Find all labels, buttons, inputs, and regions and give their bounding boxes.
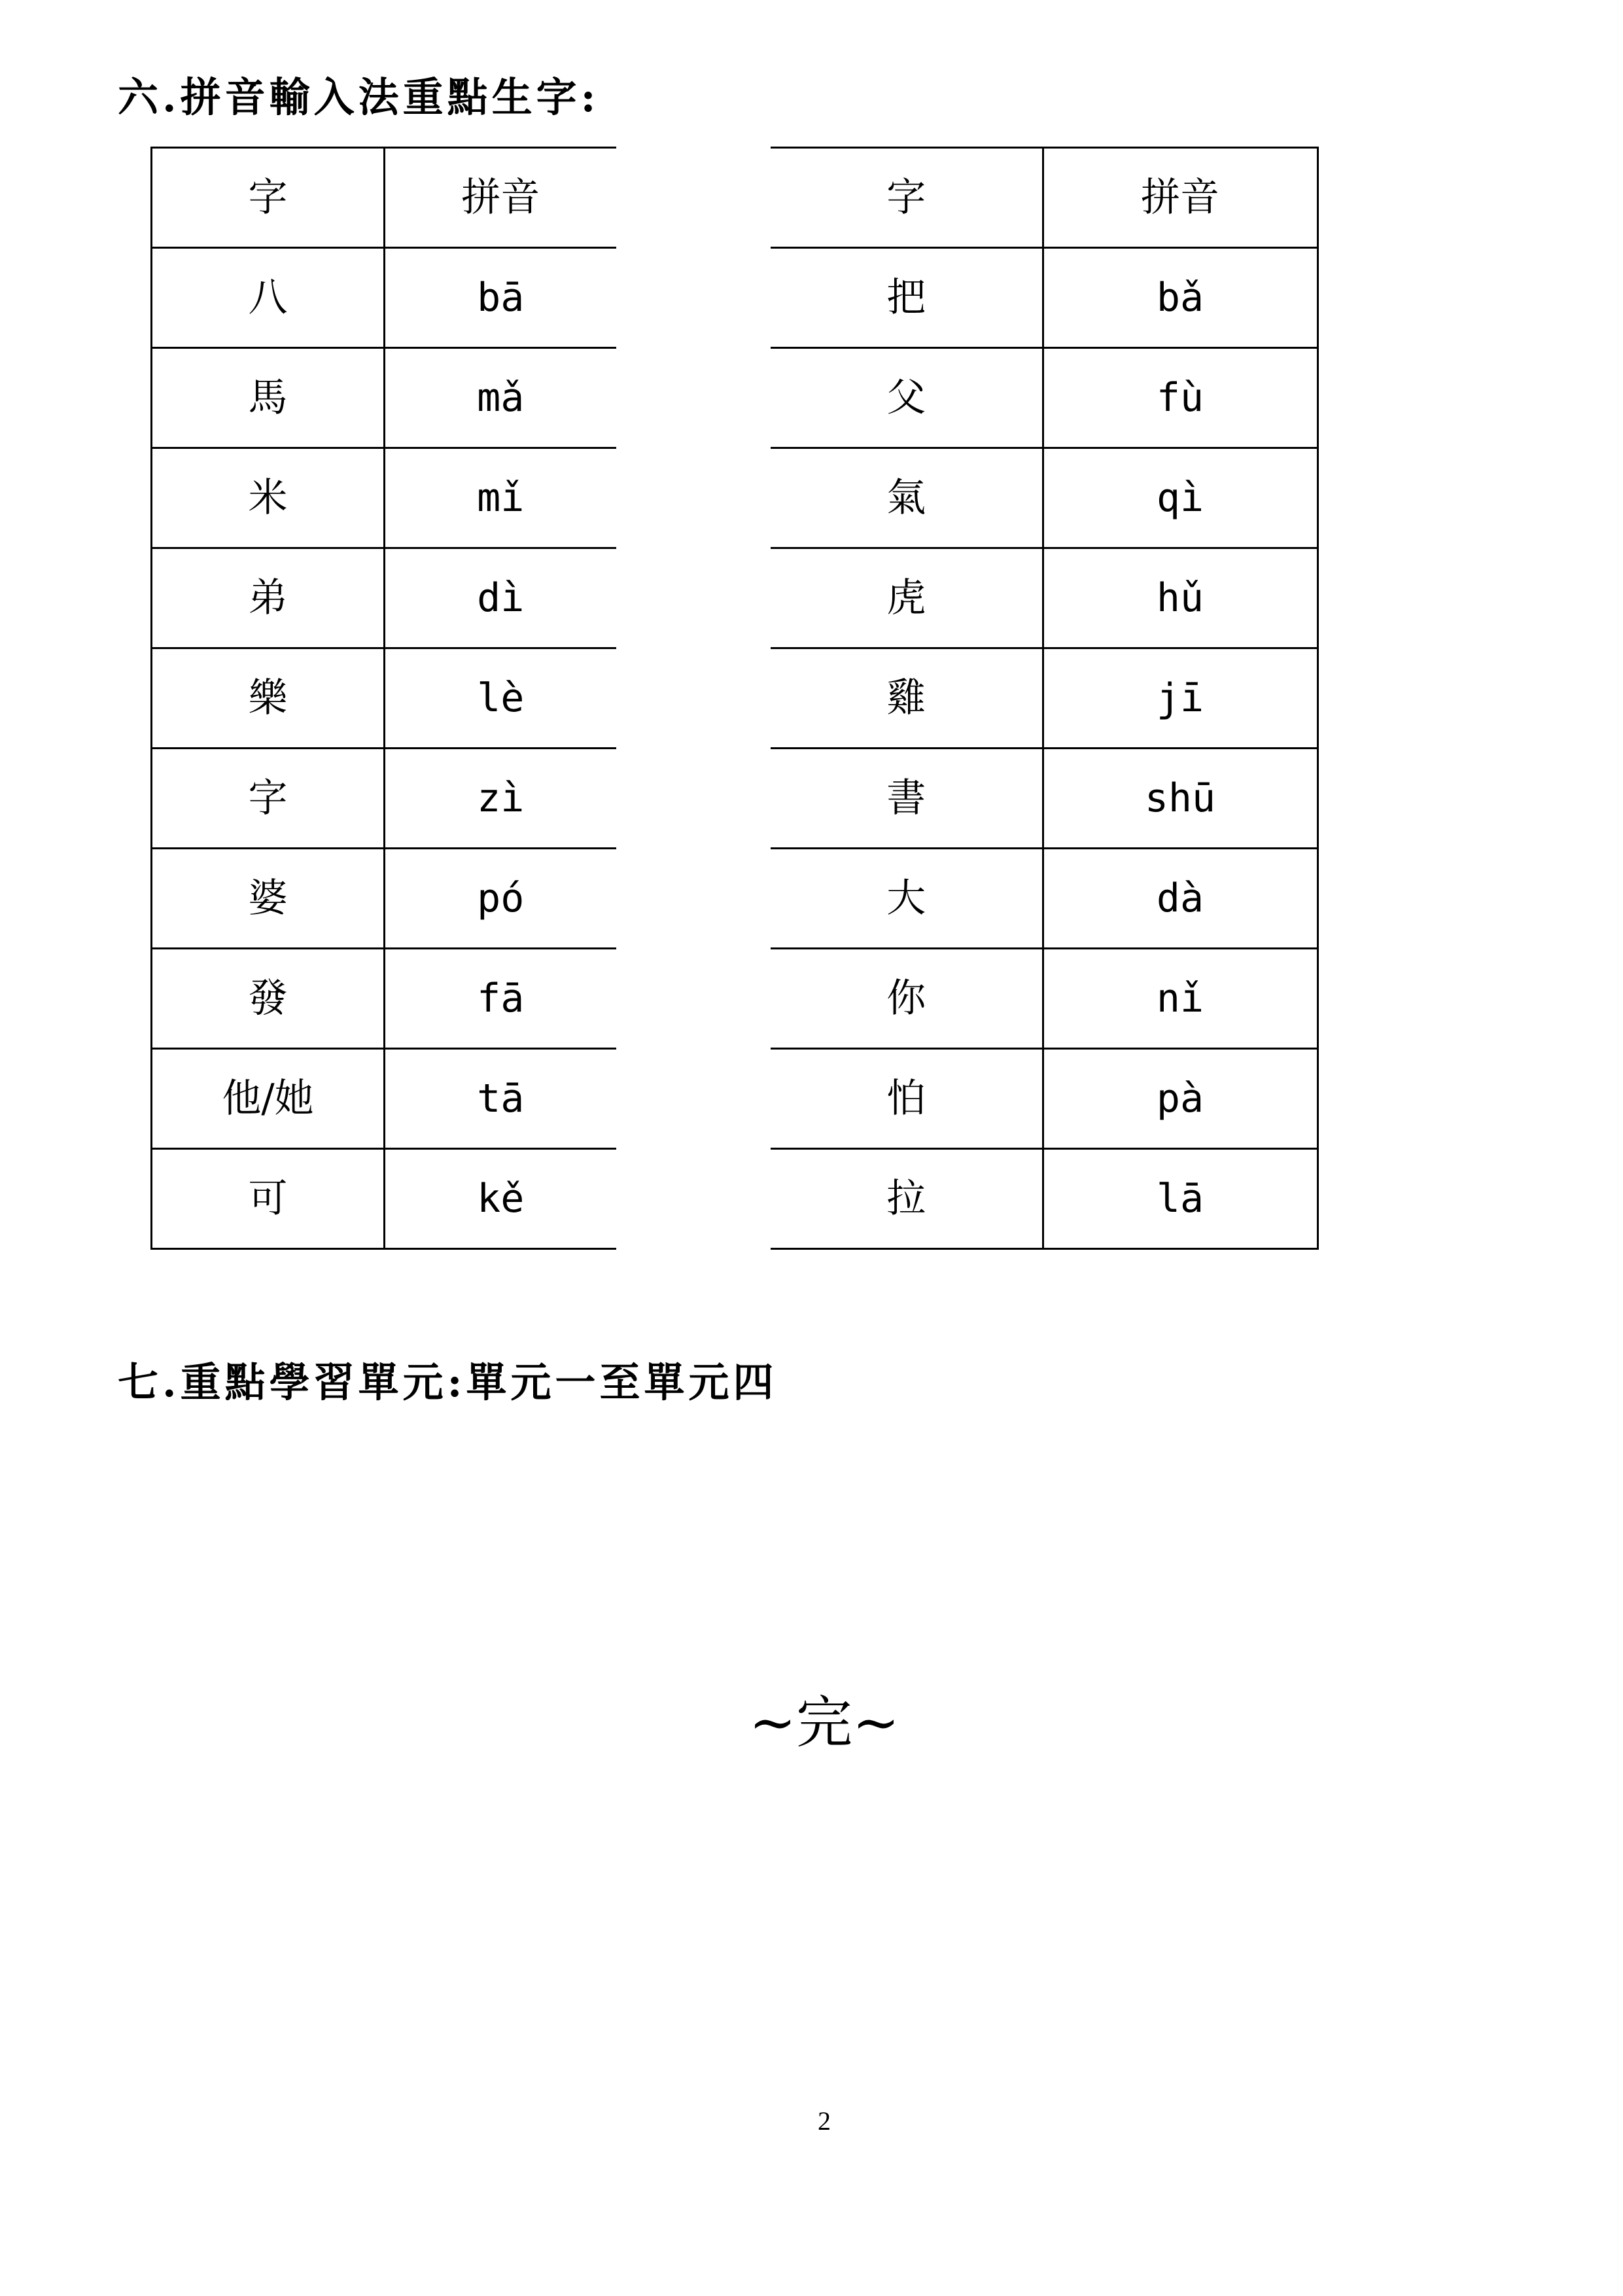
header-char: 字 <box>771 148 1043 248</box>
header-pinyin: 拼音 <box>1043 148 1318 248</box>
table-row <box>152 849 616 949</box>
char-cell: 字 <box>152 749 385 849</box>
char-cell: 怕 <box>771 1049 1043 1149</box>
table-row <box>152 348 616 448</box>
header-char: 字 <box>152 148 385 248</box>
table-header-row <box>152 148 616 248</box>
char-cell: 婆 <box>152 849 385 949</box>
pinyin-cell: tā <box>385 1049 616 1149</box>
table-row <box>771 749 1318 849</box>
pinyin-cell: lè <box>385 648 616 749</box>
char-cell: 書 <box>771 749 1043 849</box>
char-cell: 氣 <box>771 448 1043 548</box>
pinyin-cell: pà <box>1043 1049 1318 1149</box>
table-row <box>152 949 616 1049</box>
table-row <box>152 248 616 348</box>
pinyin-cell: dì <box>385 548 616 648</box>
table-row <box>771 1049 1318 1149</box>
page-number: 2 <box>818 2106 831 2136</box>
char-cell: 拉 <box>771 1149 1043 1249</box>
table-row <box>771 949 1318 1049</box>
table-row <box>152 1149 616 1249</box>
table-row <box>771 548 1318 648</box>
pinyin-cell: mǎ <box>385 348 616 448</box>
pinyin-cell: jī <box>1043 648 1318 749</box>
char-cell: 樂 <box>152 648 385 749</box>
char-cell: 發 <box>152 949 385 1049</box>
table-row <box>152 448 616 548</box>
pinyin-cell: mǐ <box>385 448 616 548</box>
pinyin-cell: bā <box>385 248 616 348</box>
table-row <box>771 248 1318 348</box>
pinyin-cell: nǐ <box>1043 949 1318 1049</box>
table-header-row <box>771 148 1318 248</box>
pinyin-cell: lā <box>1043 1149 1318 1249</box>
pinyin-cell: fā <box>385 949 616 1049</box>
end-mark: ~完~ <box>748 1690 900 1756</box>
pinyin-cell: qì <box>1043 448 1318 548</box>
table-row <box>771 448 1318 548</box>
char-cell: 雞 <box>771 648 1043 749</box>
table-row <box>152 648 616 749</box>
pinyin-table-right <box>771 147 1319 1250</box>
table-row <box>771 348 1318 448</box>
pinyin-cell: dà <box>1043 849 1318 949</box>
pinyin-cell: zì <box>385 749 616 849</box>
char-cell: 大 <box>771 849 1043 949</box>
pinyin-cell: bǎ <box>1043 248 1318 348</box>
char-cell: 馬 <box>152 348 385 448</box>
pinyin-cell: hǔ <box>1043 548 1318 648</box>
table-row <box>152 548 616 648</box>
char-cell: 他/她 <box>152 1049 385 1149</box>
pinyin-cell: kě <box>385 1149 616 1249</box>
table-row <box>771 849 1318 949</box>
table-row <box>771 1149 1318 1249</box>
pinyin-cell: pó <box>385 849 616 949</box>
section-7-heading: 七.重點學習單元:單元一至單元四 <box>118 1358 778 1406</box>
pinyin-table-left <box>150 147 616 1250</box>
char-cell: 八 <box>152 248 385 348</box>
pinyin-cell: fù <box>1043 348 1318 448</box>
table-row <box>152 1049 616 1149</box>
char-cell: 你 <box>771 949 1043 1049</box>
header-pinyin: 拼音 <box>385 148 616 248</box>
char-cell: 可 <box>152 1149 385 1249</box>
section-6-heading: 六.拼音輸入法重點生字: <box>118 73 600 121</box>
char-cell: 米 <box>152 448 385 548</box>
char-cell: 弟 <box>152 548 385 648</box>
char-cell: 虎 <box>771 548 1043 648</box>
table-row <box>152 749 616 849</box>
pinyin-cell: shū <box>1043 749 1318 849</box>
char-cell: 把 <box>771 248 1043 348</box>
char-cell: 父 <box>771 348 1043 448</box>
table-row <box>771 648 1318 749</box>
